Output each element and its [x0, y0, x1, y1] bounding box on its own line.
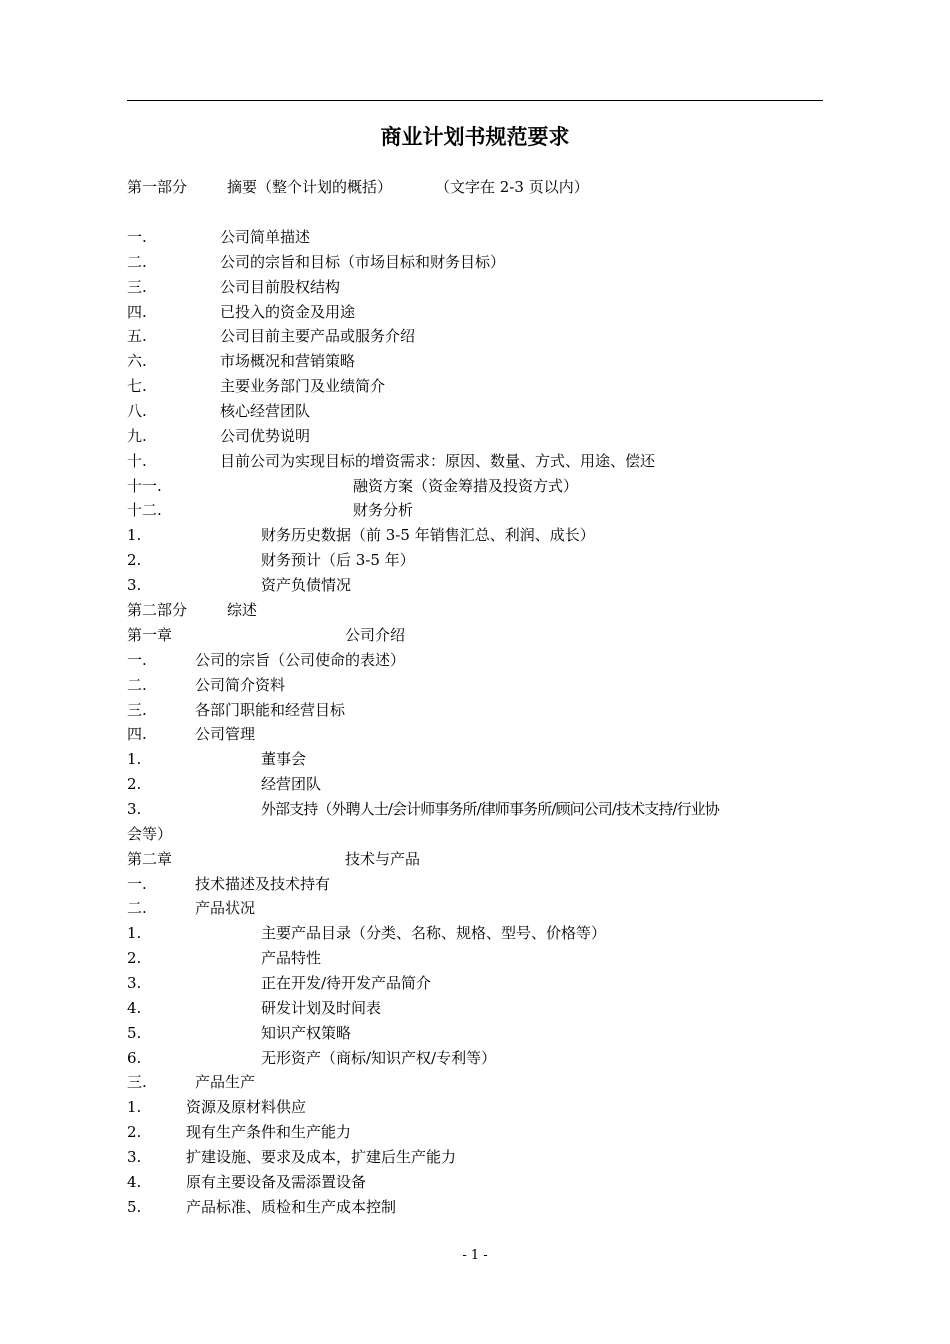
item-text: 资产负债情况	[261, 576, 352, 594]
item-text: 现有生产条件和生产能力	[186, 1123, 352, 1141]
item-text: 扩建设施、要求及成本，扩建后生产能力	[186, 1148, 457, 1166]
document-title: 商业计划书规范要求	[380, 125, 570, 149]
item-number: 1.	[127, 526, 142, 544]
item-number: 二.	[127, 253, 147, 271]
item-number: 3.	[127, 1148, 142, 1166]
item-text: 资源及原材料供应	[186, 1098, 307, 1116]
item-number: 十二.	[127, 501, 162, 519]
chapter2-label: 第二章	[127, 850, 173, 868]
item-text: 产品生产	[195, 1073, 256, 1091]
item-text: 产品标准、质检和生产成本控制	[186, 1198, 397, 1216]
item-text: 董事会	[261, 750, 307, 768]
item-number: 3.	[127, 974, 142, 992]
item-text: 技术描述及技术持有	[195, 875, 331, 893]
item-number: 4.	[127, 999, 142, 1017]
item-number: 5.	[127, 1198, 142, 1216]
item-text: 公司管理	[195, 725, 256, 743]
item-number: 6.	[127, 1049, 142, 1067]
item-text: 财务预计（后 3-5 年）	[261, 551, 415, 569]
part1-note: （文字在 2-3 页以内）	[435, 178, 589, 196]
item-text: 产品状况	[195, 899, 256, 917]
item-text: 财务历史数据（前 3-5 年销售汇总、利润、成长）	[261, 526, 595, 544]
item-text: 已投入的资金及用途	[220, 303, 356, 321]
item-number: 七.	[127, 377, 147, 395]
item-number: 2.	[127, 551, 142, 569]
item-number: 1.	[127, 924, 142, 942]
item-number: 一.	[127, 228, 147, 246]
part1-title: 摘要（整个计划的概括）	[227, 178, 393, 196]
item-number: 三.	[127, 1073, 147, 1091]
item-number: 三.	[127, 701, 147, 719]
item-text: 知识产权策略	[261, 1024, 352, 1042]
item-text: 主要业务部门及业绩简介	[220, 377, 386, 395]
item-text: 会等）	[127, 825, 173, 843]
item-number: 十一.	[127, 477, 162, 495]
item-text: 公司目前股权结构	[220, 278, 341, 296]
item-text: 公司的宗旨（公司使命的表述）	[195, 651, 406, 669]
item-number: 2.	[127, 949, 142, 967]
chapter1-label: 第一章	[127, 626, 173, 644]
item-number: 十.	[127, 452, 147, 470]
part1-label: 第一部分	[127, 178, 188, 196]
page-number: - 1 -	[462, 1248, 488, 1263]
item-text: 公司的宗旨和目标（市场目标和财务目标）	[220, 253, 506, 271]
item-text: 目前公司为实现目标的增资需求：原因、数量、方式、用途、偿还	[220, 452, 656, 470]
item-text: 研发计划及时间表	[261, 999, 382, 1017]
item-number: 二.	[127, 676, 147, 694]
item-number: 3.	[127, 800, 142, 818]
item-text: 融资方案（资金筹措及投资方式）	[353, 477, 579, 495]
item-number: 一.	[127, 875, 147, 893]
item-text: 财务分析	[353, 501, 414, 519]
item-number: 一.	[127, 651, 147, 669]
item-text: 产品特性	[261, 949, 322, 967]
item-number: 2.	[127, 775, 142, 793]
item-text: 核心经营团队	[220, 402, 311, 420]
item-text: 经营团队	[261, 775, 322, 793]
item-text: 公司简介资料	[195, 676, 286, 694]
item-number: 2.	[127, 1123, 142, 1141]
item-number: 四.	[127, 303, 147, 321]
chapter2-title: 技术与产品	[345, 850, 421, 868]
part2-label: 第二部分	[127, 601, 188, 619]
item-number: 九.	[127, 427, 147, 445]
item-text: 外部支持（外聘人士/会计师事务所/律师事务所/顾问公司/技术支持/行业协	[261, 800, 719, 818]
item-text: 公司目前主要产品或服务介绍	[220, 327, 416, 345]
item-number: 四.	[127, 725, 147, 743]
item-number: 二.	[127, 899, 147, 917]
item-text: 市场概况和营销策略	[220, 352, 356, 370]
part2-title: 综述	[227, 601, 258, 619]
chapter1-title: 公司介绍	[345, 626, 406, 644]
item-text: 主要产品目录（分类、名称、规格、型号、价格等）	[261, 924, 607, 942]
item-text: 公司优势说明	[220, 427, 311, 445]
item-number: 六.	[127, 352, 147, 370]
item-text: 正在开发/待开发产品简介	[261, 974, 432, 992]
item-number: 五.	[127, 327, 147, 345]
item-number: 4.	[127, 1173, 142, 1191]
item-text: 各部门职能和经营目标	[195, 701, 346, 719]
item-number: 3.	[127, 576, 142, 594]
item-number: 1.	[127, 750, 142, 768]
item-text: 原有主要设备及需添置设备	[186, 1173, 367, 1191]
item-number: 八.	[127, 402, 147, 420]
item-number: 5.	[127, 1024, 142, 1042]
item-number: 1.	[127, 1098, 142, 1116]
item-number: 三.	[127, 278, 147, 296]
item-text: 公司简单描述	[220, 228, 311, 246]
header-rule	[127, 100, 823, 101]
item-text: 无形资产（商标/知识产权/专利等）	[261, 1049, 497, 1067]
